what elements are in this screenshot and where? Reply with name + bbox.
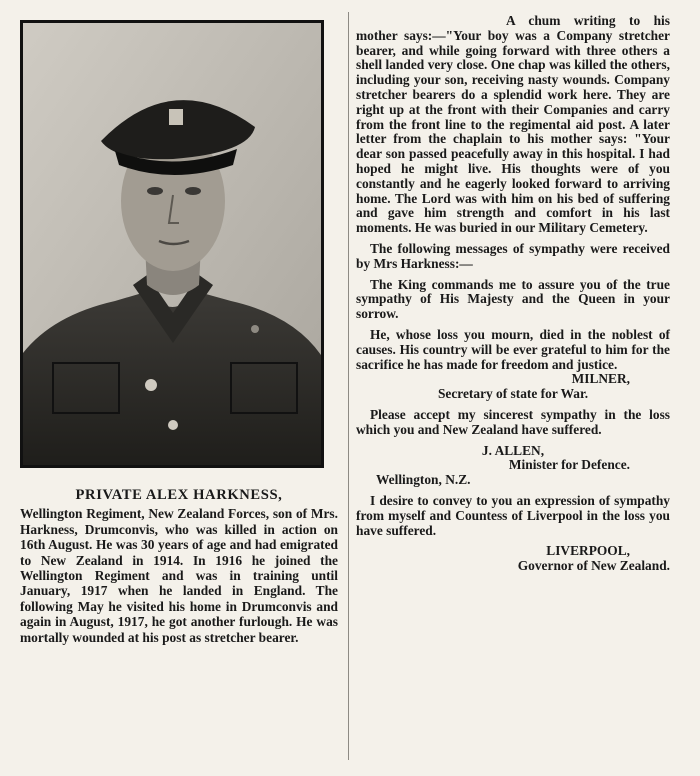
- photo-caption: [20, 488, 338, 645]
- soldier-portrait-photo: [20, 20, 324, 468]
- column-divider: [348, 12, 349, 760]
- allen-place: Wellington, N.Z.: [376, 472, 471, 488]
- war-signature: MILNER,: [571, 371, 630, 387]
- liverpool-signature: LIVERPOOL,: [546, 543, 630, 559]
- article-column: [356, 14, 670, 574]
- liverpool-title: Governor of New Zealand.: [517, 558, 670, 574]
- king-message: The King commands me to assure you of the true sympathy of His Majesty and the Queen in your sorrow.: [356, 276, 670, 322]
- portrait-image: [23, 23, 321, 465]
- allen-title: Minister for Defence.: [508, 457, 630, 473]
- allen-message: Please accept my sincerest sympathy in the loss which you and New Zealand have suffered.: [356, 406, 670, 437]
- sympathy-intro: The following messages of sympathy were received by Mrs Harkness:—: [356, 240, 670, 271]
- allen-signature: J. ALLEN,: [481, 442, 545, 458]
- liverpool-message: I desire to convey to you an expression of sympathy from myself and Countess of Liverpool in the loss you have suffered.: [356, 492, 670, 538]
- war-secretary-message: He, whose loss you mourn, died in the noblest of causes. His country will be ever grateful to him for the sacrifice he has made for freedom and justice.: [356, 326, 670, 372]
- chum-letter-paragraph: A chum writing to his mother says:—"Your boy was a Company stretcher bearer, and while going forward with three others a shell landed very close. One chap was killed the others, including your son, receiving nasty wounds. Company stretcher bearers do a splendid work here. They are right up at the front with their Companies and carry from the front line to the regimental aid post. A later letter from the chaplain to his mother says: "Your dear son passed peacefully away in this hospital. I had hoped he might live. His thoughts were of you constantly and he eagerly looked forward to arriving home. The Lord was with him on his bed of suffering and gave him strength and comfort in his last moments. He was buried in our Military Cemetery.: [356, 13, 670, 236]
- war-title: Secretary of state for War.: [437, 386, 589, 402]
- soldier-name: PRIVATE ALEX HARKNESS,: [75, 487, 283, 503]
- caption-body: Wellington Regiment, New Zealand Forces, son of Mrs. Harkness, Drumconvis, who was killed in action on 16th August. He was 30 years of age and had emigrated to New Zealand in 1914. In 1916 he joined the Wellington Regiment and was in training until January, 1917 when he landed in England. The following May he visited his home in Drumconvis and again in August, 1917, he got another furlough. He was mortally wounded at his post as stretcher bearer.: [20, 506, 338, 645]
